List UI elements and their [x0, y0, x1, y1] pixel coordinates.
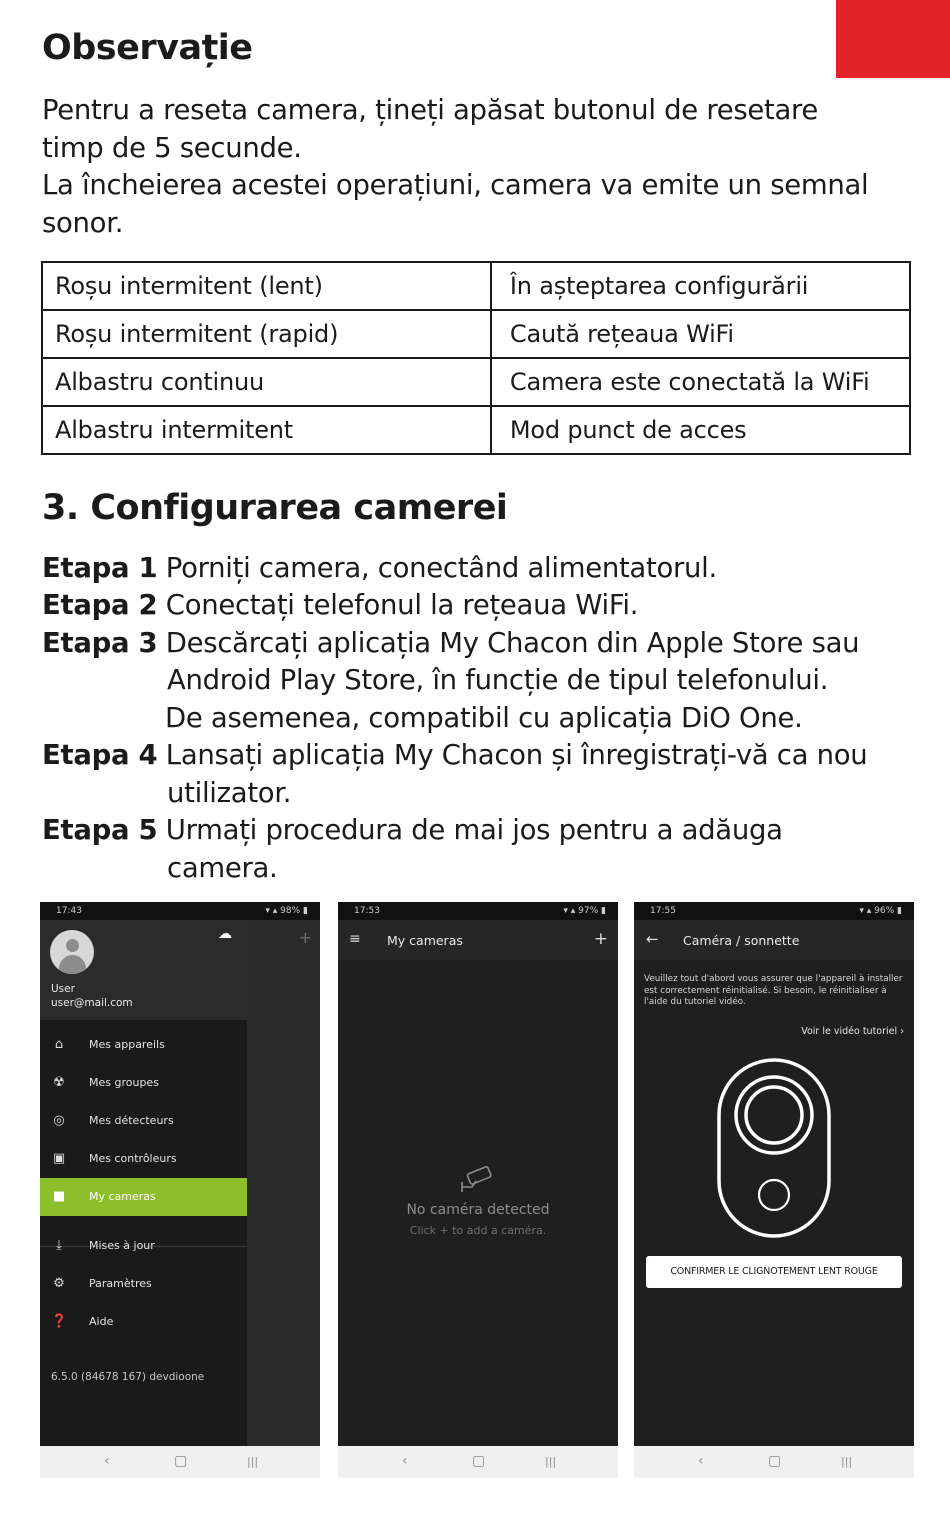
recents-icon[interactable]: |||	[841, 1455, 853, 1468]
menu-label: Mes contrôleurs	[89, 1152, 177, 1165]
hamburger-menu-icon[interactable]: ≡	[349, 931, 361, 947]
doorbell-illustration	[716, 1057, 832, 1239]
status-time: 17:43	[56, 906, 82, 916]
observatie-line: Pentru a reseta camera, țineți apăsat butonul de resetare	[42, 94, 819, 126]
add-icon: +	[298, 928, 312, 947]
dimmed-background	[247, 920, 320, 1446]
step-text: De asemenea, compatibil cu aplicația DiO One.	[165, 702, 803, 734]
empty-subtitle: Click + to add a caméra.	[409, 1224, 547, 1237]
menu-item-mes-controleurs[interactable]	[40, 1140, 247, 1178]
menu-label: Mes groupes	[89, 1076, 159, 1089]
user-email: user@mail.com	[51, 997, 133, 1009]
back-icon[interactable]: ‹	[402, 1453, 408, 1469]
status-time: 17:53	[354, 906, 380, 916]
observatie-line: sonor.	[42, 207, 124, 239]
avatar[interactable]	[50, 930, 94, 974]
status-bar	[338, 902, 618, 920]
page-title: My cameras	[387, 933, 463, 948]
led-meaning-cell: Mod punct de acces	[491, 406, 910, 454]
led-state-cell: Roșu intermitent (rapid)	[42, 310, 491, 358]
menu-label: Mes appareils	[89, 1038, 165, 1051]
step-label: Etapa 5	[42, 814, 158, 846]
detector-icon: ◎	[53, 1113, 65, 1128]
controller-icon: ▣	[52, 1151, 66, 1166]
home-button-icon[interactable]: ▢	[472, 1453, 486, 1469]
menu-item-mises-a-jour[interactable]	[40, 1227, 247, 1265]
step-text: Descărcați aplicația My Chacon din Apple Store sau	[165, 627, 860, 659]
empty-title: No caméra detected	[406, 1202, 550, 1218]
step-text: Lansați aplicația My Chacon și înregistrați-vă ca nou	[165, 739, 868, 771]
table-row	[42, 262, 910, 310]
step-text: utilizator.	[167, 777, 292, 809]
step-text: Porniți camera, conectând alimentatorul.	[165, 552, 717, 584]
system-nav-bar	[634, 1446, 914, 1478]
step-text: Urmați procedura de mai jos pentru a adăuga	[165, 814, 783, 846]
menu-item-mes-appareils[interactable]	[40, 1026, 247, 1064]
user-name: User	[51, 983, 75, 995]
step-4	[42, 737, 867, 775]
led-meaning-cell: Camera este conectată la WiFi	[491, 358, 910, 406]
home-button-icon[interactable]: ▢	[768, 1453, 782, 1469]
step-text: Android Play Store, în funcție de tipul telefonului.	[167, 664, 829, 696]
user-info	[51, 982, 133, 1010]
observatie-line: La încheierea acestei operațiuni, camera va emite un semnal	[42, 169, 869, 201]
step-label: Etapa 4	[42, 739, 158, 771]
status-battery: ▾ ▴ 98% ▮	[265, 906, 308, 916]
section-title: 3. Configurarea camerei	[42, 488, 508, 528]
step-2	[42, 587, 638, 625]
step-label: Etapa 1	[42, 552, 158, 584]
status-bar	[40, 902, 320, 920]
table-row	[42, 406, 910, 454]
camera-icon: ■	[52, 1189, 66, 1204]
led-state-cell: Roșu intermitent (lent)	[42, 262, 491, 310]
led-status-table	[41, 261, 911, 455]
led-state-cell: Albastru continuu	[42, 358, 491, 406]
menu-label: Mises à jour	[89, 1239, 155, 1252]
menu-item-my-cameras[interactable]	[40, 1178, 247, 1216]
table-row	[42, 310, 910, 358]
status-battery: ▾ ▴ 97% ▮	[563, 906, 606, 916]
drawer-header	[40, 920, 247, 1020]
page-title: Caméra / sonnette	[683, 933, 800, 948]
reset-note: Veuillez tout d'abord vous assurer que l'appareil à installer est correctement réinitialisé. Si besoin, le réinitialiser à l'aide du tutoriel vidéo.	[644, 974, 903, 1007]
cloud-icon: ☁	[218, 926, 232, 942]
step-1	[42, 550, 717, 588]
step-label: Etapa 2	[42, 589, 158, 621]
tutorial-link[interactable]	[801, 1026, 904, 1037]
camera-outline-icon	[458, 1164, 498, 1196]
recents-icon[interactable]: |||	[247, 1455, 259, 1468]
confirm-blink-button[interactable]: CONFIRMER LE CLIGNOTEMENT LENT ROUGE	[646, 1256, 902, 1288]
step-text: camera.	[167, 852, 278, 884]
phone-screenshot-cameras	[338, 902, 618, 1478]
recents-icon[interactable]: |||	[545, 1455, 557, 1468]
app-bar	[338, 920, 618, 960]
menu-label: My cameras	[89, 1190, 156, 1203]
battery-level: 96%	[874, 906, 895, 916]
battery-level: 98%	[280, 906, 301, 916]
menu-label: Aide	[89, 1315, 114, 1328]
menu-item-parametres[interactable]	[40, 1265, 247, 1303]
app-bar	[634, 920, 914, 960]
table-row	[42, 358, 910, 406]
status-time: 17:55	[650, 906, 676, 916]
phone-screenshot-menu	[40, 902, 320, 1478]
system-nav-bar	[40, 1446, 320, 1478]
step-label: Etapa 3	[42, 627, 158, 659]
tutorial-link-label: Voir le vidéo tutoriel	[801, 1026, 898, 1037]
led-meaning-cell: Caută rețeaua WiFi	[491, 310, 910, 358]
step-5	[42, 812, 783, 850]
chevron-right-icon: ›	[900, 1026, 904, 1037]
led-meaning-cell: În așteptarea configurării	[491, 262, 910, 310]
observatie-line: timp de 5 secunde.	[42, 132, 302, 164]
menu-label: Mes détecteurs	[89, 1114, 174, 1127]
phone-screenshot-doorbell	[634, 902, 914, 1478]
back-icon[interactable]: ‹	[104, 1453, 110, 1469]
nav-drawer	[40, 920, 247, 1446]
status-battery: ▾ ▴ 96% ▮	[859, 906, 902, 916]
observatie-title: Observație	[42, 28, 253, 68]
step-3	[42, 625, 859, 663]
back-icon[interactable]: ‹	[698, 1453, 704, 1469]
home-icon: ⌂	[54, 1037, 64, 1052]
gear-icon: ⚙	[53, 1276, 65, 1291]
home-button-icon[interactable]: ▢	[174, 1453, 188, 1469]
status-bar	[634, 902, 914, 920]
battery-level: 97%	[578, 906, 599, 916]
groups-icon: ☢	[53, 1075, 65, 1090]
download-icon: ⤓	[56, 1238, 62, 1253]
menu-item-aide[interactable]	[40, 1303, 247, 1341]
back-arrow-icon[interactable]: ←	[646, 930, 659, 948]
menu-label: Paramètres	[89, 1277, 152, 1290]
corner-accent	[836, 0, 950, 78]
menu-item-mes-groupes[interactable]	[40, 1064, 247, 1102]
app-version: 6.5.0 (84678 167) devdioone	[51, 1371, 205, 1383]
menu-item-mes-detecteurs[interactable]	[40, 1102, 247, 1140]
led-state-cell: Albastru intermitent	[42, 406, 491, 454]
add-icon[interactable]: +	[593, 929, 608, 949]
system-nav-bar	[338, 1446, 618, 1478]
step-text: Conectați telefonul la rețeaua WiFi.	[165, 589, 639, 621]
help-icon: ❓	[51, 1314, 68, 1329]
